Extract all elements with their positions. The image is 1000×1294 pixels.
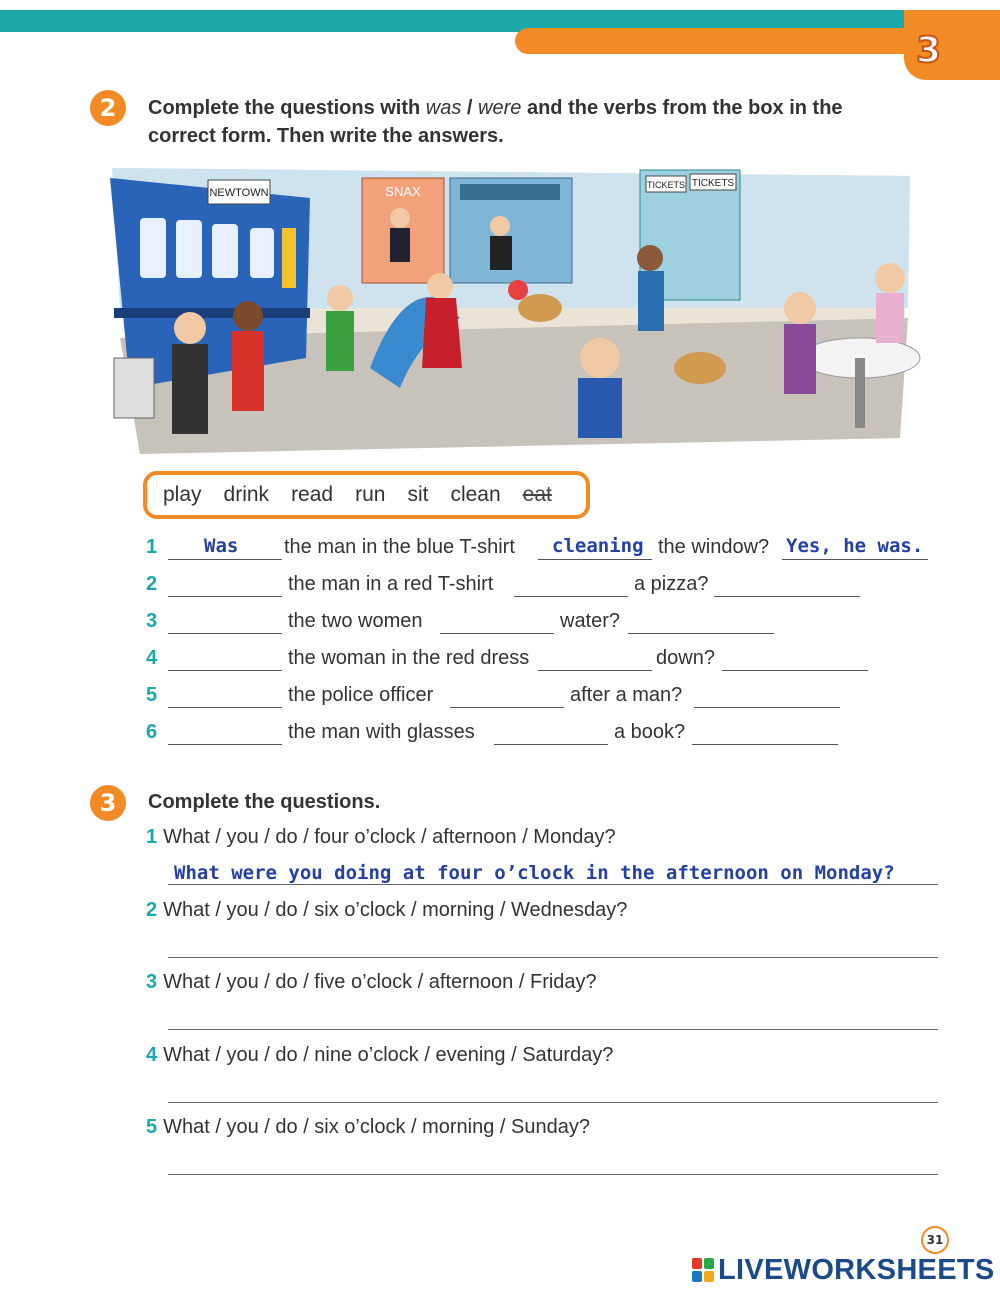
header-orange-bar — [515, 28, 915, 54]
answer-blank-1c[interactable] — [782, 559, 928, 560]
answer-blank-4b[interactable] — [538, 670, 652, 671]
station-scene-illustration — [100, 158, 922, 454]
instruction-text: Complete the questions with — [148, 97, 426, 119]
logo-icon — [692, 1258, 714, 1282]
answer-blank-5c[interactable] — [694, 707, 840, 708]
answer-blank-1b[interactable] — [538, 559, 652, 560]
answer-blank-4c[interactable] — [722, 670, 868, 671]
item-prompt: What / you / do / six o’clock / morning / Sunday? — [163, 1116, 590, 1138]
question-number: 1 — [146, 536, 158, 558]
item-prompt: What / you / do / nine o’clock / evening / Saturday? — [163, 1044, 614, 1066]
page-number: 31 — [921, 1226, 949, 1254]
instruction-were: were — [478, 97, 522, 119]
question-number: 2 — [146, 573, 158, 595]
answer-blank-3a[interactable] — [168, 633, 282, 634]
answer-line-2[interactable] — [168, 957, 938, 958]
exercise-3-number: 3 — [90, 785, 126, 821]
answer-blank-6b[interactable] — [494, 744, 608, 745]
item-number: 3 — [146, 971, 158, 993]
word-clean: clean — [450, 483, 501, 506]
answer-line-3[interactable] — [168, 1029, 938, 1030]
exercise-3-item-2 — [146, 899, 627, 922]
tickets-sign-2: TICKETS — [691, 178, 735, 189]
question-row-6 — [146, 721, 946, 751]
exercise-3-instruction: Complete the questions. — [148, 791, 381, 813]
word-drink: drink — [223, 483, 270, 506]
question-text: a pizza? — [634, 573, 709, 595]
exercise-3-answer-1: What were you doing at four o’clock in the afternoon on Monday? — [174, 862, 895, 884]
question-text: a book? — [614, 721, 686, 743]
question-row-1 — [146, 536, 946, 566]
question-text: the police officer — [288, 684, 434, 706]
question-number: 4 — [146, 647, 158, 669]
item-number: 5 — [146, 1116, 158, 1138]
question-row-2 — [146, 573, 946, 603]
item-prompt: What / you / do / four o’clock / afternoon / Monday? — [163, 826, 616, 848]
question-row-4 — [146, 647, 946, 677]
exercise-2-number: 2 — [90, 90, 126, 126]
word-sit: sit — [407, 483, 429, 506]
word-box — [143, 471, 590, 519]
station-sign: NEWTOWN — [209, 187, 269, 199]
instruction-slash: / — [461, 97, 479, 119]
question-text: after a man? — [570, 684, 683, 706]
answer-blank-3c[interactable] — [628, 633, 774, 634]
question-text: the man in a red T-shirt — [288, 573, 494, 595]
instruction-was: was — [425, 97, 462, 119]
logo-text: LIVEWORKSHEETS — [718, 1253, 995, 1286]
answer-blank-6a[interactable] — [168, 744, 282, 745]
train — [110, 178, 310, 388]
word-eat-struck: eat — [522, 483, 552, 506]
question-number: 6 — [146, 721, 158, 743]
word-read: read — [291, 483, 334, 506]
instruction-text: correct form. Then write the answers. — [148, 125, 504, 147]
question-row-3 — [146, 610, 946, 640]
answer-line-4[interactable] — [168, 1102, 938, 1103]
item-number: 4 — [146, 1044, 158, 1066]
question-text: down? — [656, 647, 715, 669]
exercise-2-instruction — [148, 94, 908, 150]
answer-blank-1a[interactable] — [168, 559, 282, 560]
question-text: the man with glasses — [288, 721, 475, 743]
question-text: the window? — [658, 536, 770, 558]
answer-blank-3b[interactable] — [440, 633, 554, 634]
question-number: 5 — [146, 684, 158, 706]
answer-cleaning: cleaning — [552, 535, 644, 557]
question-text: the man in the blue T-shirt — [284, 536, 515, 558]
question-number: 3 — [146, 610, 158, 632]
answer-blank-2c[interactable] — [714, 596, 860, 597]
item-number: 2 — [146, 899, 158, 921]
exercise-3-item-5 — [146, 1116, 590, 1139]
instruction-text: and the verbs from the box in the — [521, 97, 843, 119]
unit-number: 3 — [916, 30, 942, 71]
item-number: 1 — [146, 826, 158, 848]
exercise-3-item-4 — [146, 1044, 613, 1067]
tickets-sign-1: TICKETS — [646, 180, 686, 190]
question-text: the woman in the red dress — [288, 647, 530, 669]
answer-was: Was — [204, 535, 239, 557]
question-row-5 — [146, 684, 946, 714]
answer-blank-5b[interactable] — [450, 707, 564, 708]
answer-blank-6c[interactable] — [692, 744, 838, 745]
shop-sign: SNAX — [385, 184, 421, 199]
word-play: play — [163, 483, 202, 506]
question-text: water? — [560, 610, 621, 632]
exercise-3-item-3 — [146, 971, 597, 994]
word-run: run — [355, 483, 386, 506]
answer-yes-he-was: Yes, he was. — [786, 535, 924, 557]
answer-blank-4a[interactable] — [168, 670, 282, 671]
answer-blank-2b[interactable] — [514, 596, 628, 597]
answer-blank-5a[interactable] — [168, 707, 282, 708]
liveworksheets-logo — [692, 1253, 995, 1287]
item-prompt: What / you / do / five o’clock / afternoon / Friday? — [163, 971, 597, 993]
exercise-3-item-1 — [146, 826, 616, 849]
question-text: the two women — [288, 610, 423, 632]
item-prompt: What / you / do / six o’clock / morning / Wednesday? — [163, 899, 628, 921]
answer-blank-2a[interactable] — [168, 596, 282, 597]
answer-line-1[interactable] — [168, 884, 938, 885]
answer-line-5[interactable] — [168, 1174, 938, 1175]
